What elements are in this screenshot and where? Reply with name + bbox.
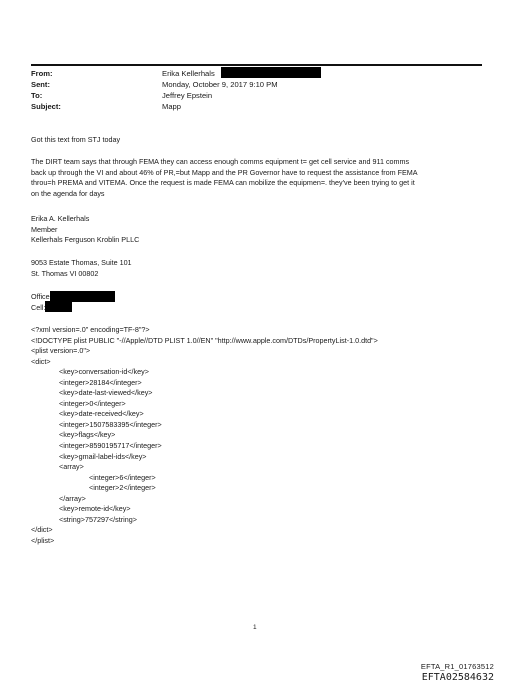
plist-line: <integer>28184</integer> [59, 377, 142, 387]
from-label: From: [31, 69, 53, 78]
plist-line: <!DOCTYPE plist PUBLIC "-//Apple//DTD PLIST 1.0//EN" "http://www.apple.com/DTDs/PropertyList-1.0.dtd"> [31, 335, 378, 345]
plist-line: <string>757297</string> [59, 514, 137, 524]
plist-line: </dict> [31, 525, 53, 535]
redaction-box [221, 67, 321, 78]
header-rule [31, 64, 482, 66]
sent-label: Sent: [31, 80, 50, 89]
from-value: Erika Kellerhals [162, 69, 321, 78]
cell-phone: Cell: [31, 303, 115, 314]
plist-line: <integer>2</integer> [89, 483, 156, 493]
plist-line: <key>conversation-id</key> [59, 367, 149, 377]
address-line-1: 9053 Estate Thomas, Suite 101 [31, 258, 132, 267]
signature-block [31, 214, 139, 246]
plist-line: <integer>1507583395</integer> [59, 419, 162, 429]
subject-label: Subject: [31, 102, 61, 111]
phone-block [31, 292, 115, 313]
plist-line: <plist version=.0"> [31, 346, 91, 356]
signature-title: Member [31, 224, 58, 234]
address-block [31, 258, 132, 279]
page-number: 1 [253, 624, 257, 631]
sent-value: Monday, October 9, 2017 9:10 PM [162, 80, 278, 89]
intro-text: Got this text from STJ today [31, 135, 121, 144]
office-phone: Office [31, 292, 115, 303]
address-line-2: St. Thomas VI 00802 [31, 268, 99, 278]
message-paragraph [31, 157, 418, 199]
paragraph-line: The DIRT team says that through FEMA they can access enough comms equipment t= get cell service and 911 comms [31, 157, 410, 166]
to-label: To: [31, 91, 43, 100]
plist-line: <key>flags</key> [59, 430, 116, 440]
plist-block [31, 325, 378, 546]
signature-name: Erika A. Kellerhals [31, 214, 90, 223]
bates-number-large: EFTA02584632 [421, 672, 494, 683]
paragraph-line: back up through the VI and about 46% of PR,=but Mapp and the PR Governor have to request the assistance from FEMA [31, 167, 418, 177]
plist-line: <?xml version=.0" encoding=TF-8"?> [31, 325, 150, 334]
subject-value: Mapp [162, 102, 181, 111]
plist-line: </array> [59, 493, 86, 503]
plist-line: <key>gmail-label-ids</key> [59, 451, 147, 461]
bates-number-small: EFTA_R1_01763512 [420, 662, 494, 671]
plist-line: </plist> [31, 535, 55, 545]
paragraph-line: on the agenda for days [31, 188, 105, 198]
signature-firm: Kellerhals Ferguson Kroblin PLLC [31, 235, 140, 244]
plist-line: <integer>8590195717</integer> [59, 441, 162, 451]
plist-line: <key>remote-id</key> [59, 504, 131, 514]
redaction-box [45, 301, 72, 312]
plist-line: <integer>6</integer> [89, 472, 156, 482]
plist-line: <dict> [31, 356, 51, 366]
plist-line: <key>date-received</key> [59, 409, 144, 419]
plist-line: <integer>0</integer> [59, 398, 126, 408]
plist-line: <array> [59, 462, 84, 472]
to-value: Jeffrey Epstein [162, 91, 213, 100]
plist-line: <key>date-last-viewed</key> [59, 388, 153, 398]
paragraph-line: throu=h PREMA and VITEMA. Once the request is made FEMA can mobilize the equipmen=. they've been trying to get it [31, 178, 415, 187]
